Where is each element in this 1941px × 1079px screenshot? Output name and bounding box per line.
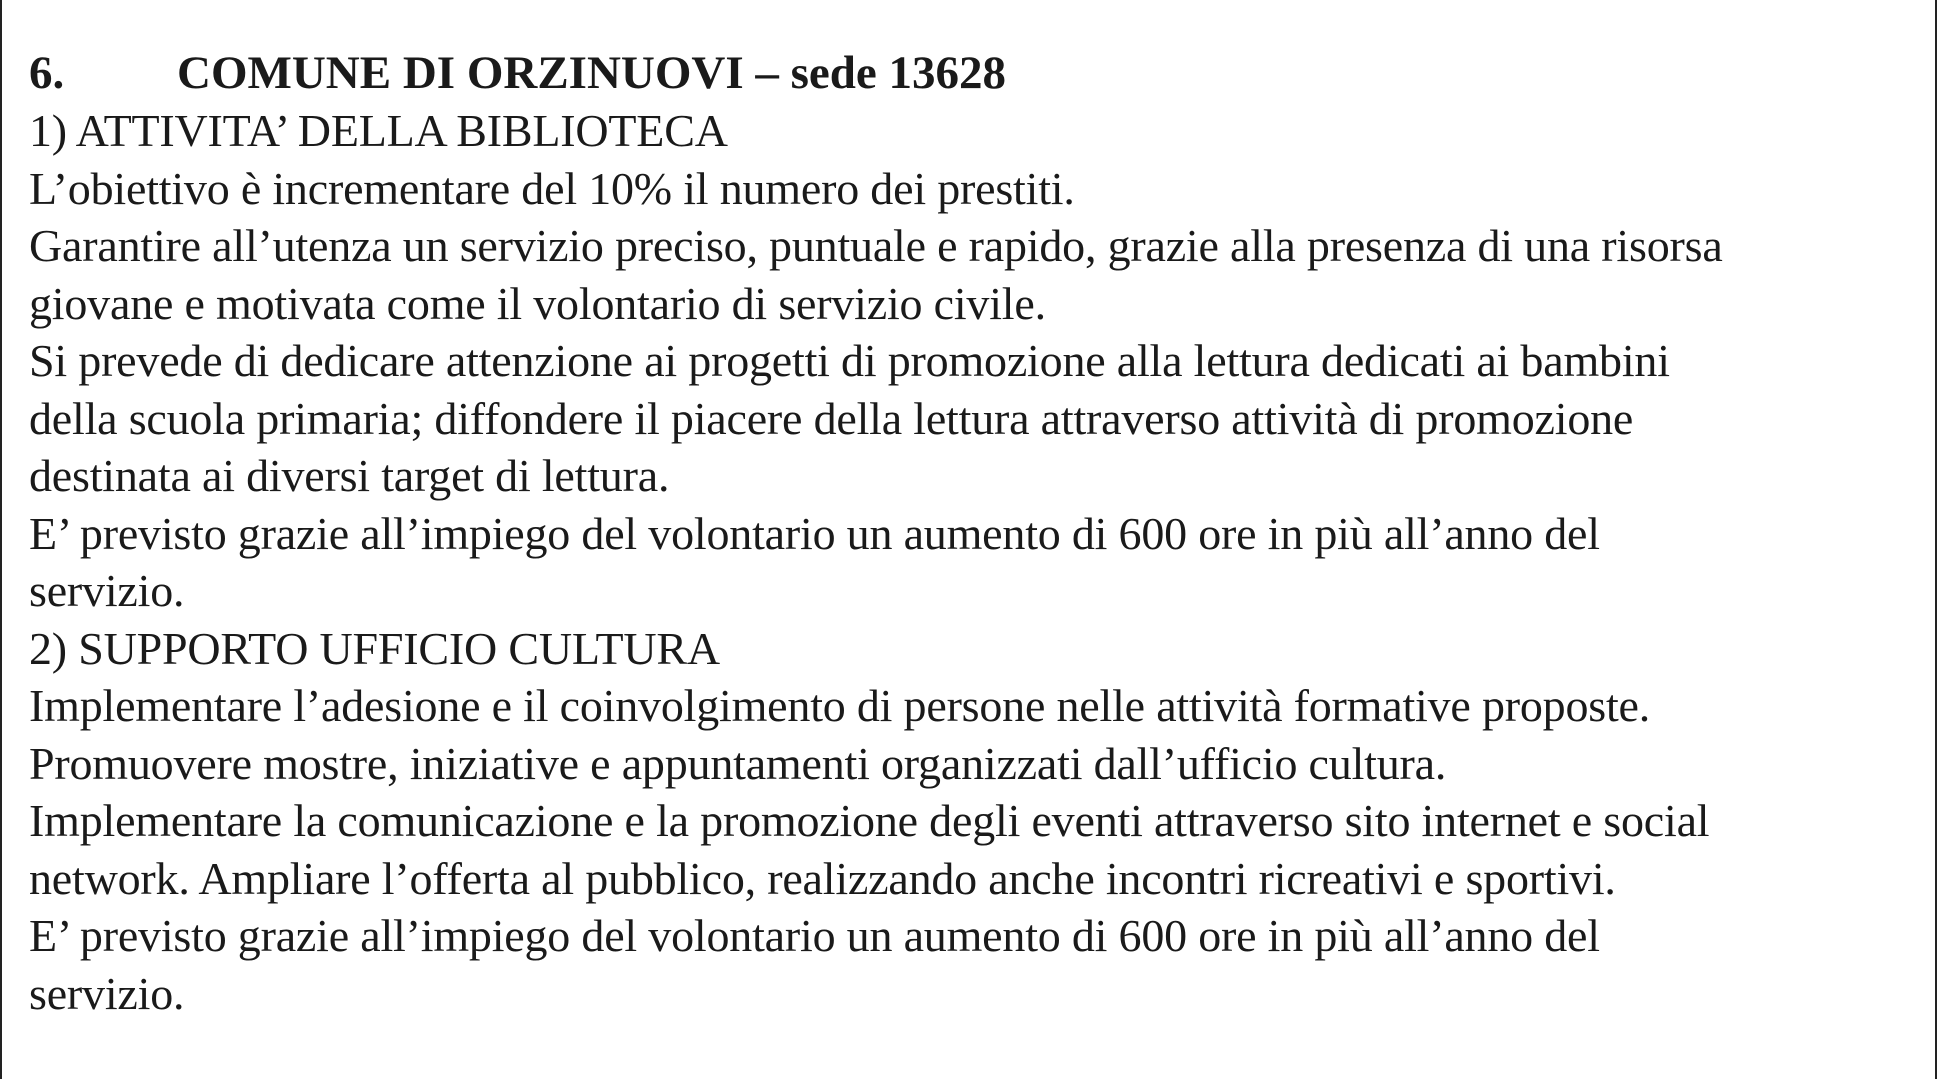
section-heading [29, 44, 1915, 102]
subsection-title-biblioteca: 1) ATTIVITA’ DELLA BIBLIOTECA [29, 105, 728, 156]
text-line: servizio. [29, 967, 185, 1019]
text-line: servizio. [29, 565, 185, 616]
text-line: giovane e motivata come il volontario di servizio civile. [29, 277, 1046, 329]
text-line: Garantire all’utenza un servizio preciso, puntuale e rapido, grazie alla presenza di una risorsa [29, 220, 1723, 271]
section-number: 6. [29, 47, 65, 99]
subsection-title-cultura: 2) SUPPORTO UFFICIO CULTURA [29, 622, 720, 674]
text-line: Implementare la comunicazione e la promozione degli eventi attraverso sito internet e social [29, 795, 1710, 846]
text-line: destinata ai diversi target di lettura. [29, 450, 670, 501]
section-title: COMUNE DI ORZINUOVI – sede 13628 [177, 47, 1007, 99]
text-line: della scuola primaria; diffondere il piacere della lettura attraverso attività di promozione [29, 392, 1634, 444]
text-line: Promuovere mostre, iniziative e appuntamenti organizzati dall’ufficio cultura. [29, 737, 1447, 789]
text-line: Implementare l’adesione e il coinvolgimento di persone nelle attività formative proposte. [29, 680, 1651, 731]
text-line: Si prevede di dedicare attenzione ai progetti di promozione alla lettura dedicati ai bambini [29, 335, 1670, 386]
text-line: network. Ampliare l’offerta al pubblico, realizzando anche incontri ricreativi e sportivi. [29, 852, 1616, 904]
text-line: E’ previsto grazie all’impiego del volontario un aumento di 600 ore in più all’anno del [29, 910, 1600, 961]
document-body [29, 44, 1915, 1022]
text-line: E’ previsto grazie all’impiego del volontario un aumento di 600 ore in più all’anno del [29, 507, 1600, 559]
text-line: L’obiettivo è incrementare del 10% il numero dei prestiti. [29, 162, 1075, 214]
